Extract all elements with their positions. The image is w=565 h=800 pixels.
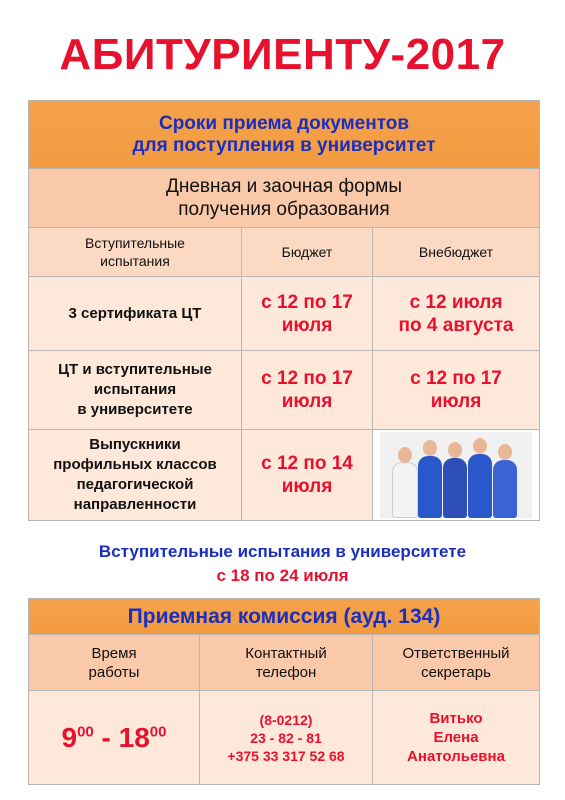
col-head-secretary-line2: секретарь <box>421 663 491 681</box>
hours-start: 9 <box>61 721 78 753</box>
entrance-exams-dates: с 18 по 24 июля <box>216 566 349 585</box>
row-label-line: педагогической <box>76 476 194 493</box>
budget-dates-line: с 12 по 17 <box>261 291 353 313</box>
col-head-exams <box>29 228 242 277</box>
col-head-secretary-line1: Ответственный <box>402 644 510 662</box>
phone-mobile: +375 33 317 52 68 <box>227 747 345 764</box>
entrance-exams-title: Вступительные испытания в университете <box>98 542 467 561</box>
paid-dates <box>373 351 540 430</box>
row-label <box>29 277 242 351</box>
row-label <box>29 351 242 430</box>
col-head-hours-line2: работы <box>88 663 140 681</box>
students-photo-image <box>380 432 532 518</box>
hours-end: - 18 <box>93 721 150 753</box>
budget-dates <box>242 430 373 521</box>
budget-dates-line: с 12 по 17 <box>261 368 353 389</box>
paid-dates-line: июля <box>430 391 482 412</box>
row-label-line: ЦТ и вступительные <box>58 361 212 378</box>
deadlines-header-line1: Сроки приема документов <box>158 112 410 134</box>
student-figure <box>392 462 418 518</box>
page-title: АБИТУРИЕНТУ-2017 <box>59 30 506 79</box>
table-row <box>29 351 540 430</box>
student-figure <box>443 458 467 518</box>
row-label-line: Выпускники <box>89 436 181 453</box>
col-head-secretary <box>373 635 540 691</box>
row-label-line: испытания <box>93 381 177 398</box>
col-head-exams-line1: Вступительные <box>85 235 185 251</box>
study-form-line2: получения образования <box>178 199 390 220</box>
committee-header: Приемная комиссия (ауд. 134) <box>29 599 540 635</box>
student-figure <box>468 454 492 518</box>
hours-start-minutes: 00 <box>77 723 94 741</box>
paid-dates <box>373 277 540 351</box>
paid-dates-line: по 4 августа <box>398 314 514 336</box>
budget-dates-line: с 12 по 14 <box>261 453 353 474</box>
student-figure <box>418 456 442 518</box>
secretary-firstname: Елена <box>433 729 479 746</box>
committee-table <box>28 598 540 785</box>
study-form-line1: Дневная и заочная формы <box>166 176 402 197</box>
budget-dates-line: июля <box>281 314 333 336</box>
col-head-budget: Бюджет <box>242 228 373 277</box>
col-head-hours-line1: Время <box>91 644 137 662</box>
budget-dates <box>242 351 373 430</box>
table-row <box>29 430 540 521</box>
col-head-phone-line2: телефон <box>255 663 317 681</box>
budget-dates-line: июля <box>281 391 333 412</box>
students-photo <box>373 430 540 521</box>
deadlines-table <box>28 100 540 521</box>
hours-end-minutes: 00 <box>149 723 167 741</box>
student-figure <box>493 460 517 518</box>
study-form-header <box>29 169 540 228</box>
secretary-surname: Витько <box>429 710 483 727</box>
phone-number: 23 - 82 - 81 <box>250 729 322 746</box>
working-hours-value <box>62 722 167 753</box>
row-label-line: в университете <box>77 401 193 418</box>
table-row <box>29 691 540 785</box>
contact-phones <box>200 691 373 785</box>
deadlines-header <box>29 101 540 169</box>
working-hours <box>29 691 200 785</box>
budget-dates <box>242 277 373 351</box>
budget-dates-line: июля <box>281 476 333 497</box>
row-label <box>29 430 242 521</box>
paid-dates-line: с 12 по 17 <box>410 368 502 389</box>
secretary-patronymic: Анатольевна <box>407 748 505 765</box>
secretary-name <box>373 691 540 785</box>
row-label-line: направленности <box>73 496 197 513</box>
col-head-paid: Внебюджет <box>373 228 540 277</box>
paid-dates-line: с 12 июля <box>409 291 503 313</box>
col-head-hours <box>29 635 200 691</box>
row-label-line: профильных классов <box>53 456 217 473</box>
row-label-line: 3 сертификата ЦТ <box>68 304 202 322</box>
col-head-phone-line1: Контактный <box>245 644 327 662</box>
deadlines-header-line2: для поступления в университет <box>132 134 436 156</box>
col-head-phone <box>200 635 373 691</box>
table-row <box>29 277 540 351</box>
phone-code: (8-0212) <box>259 711 313 728</box>
col-head-exams-line2: испытания <box>100 253 170 269</box>
